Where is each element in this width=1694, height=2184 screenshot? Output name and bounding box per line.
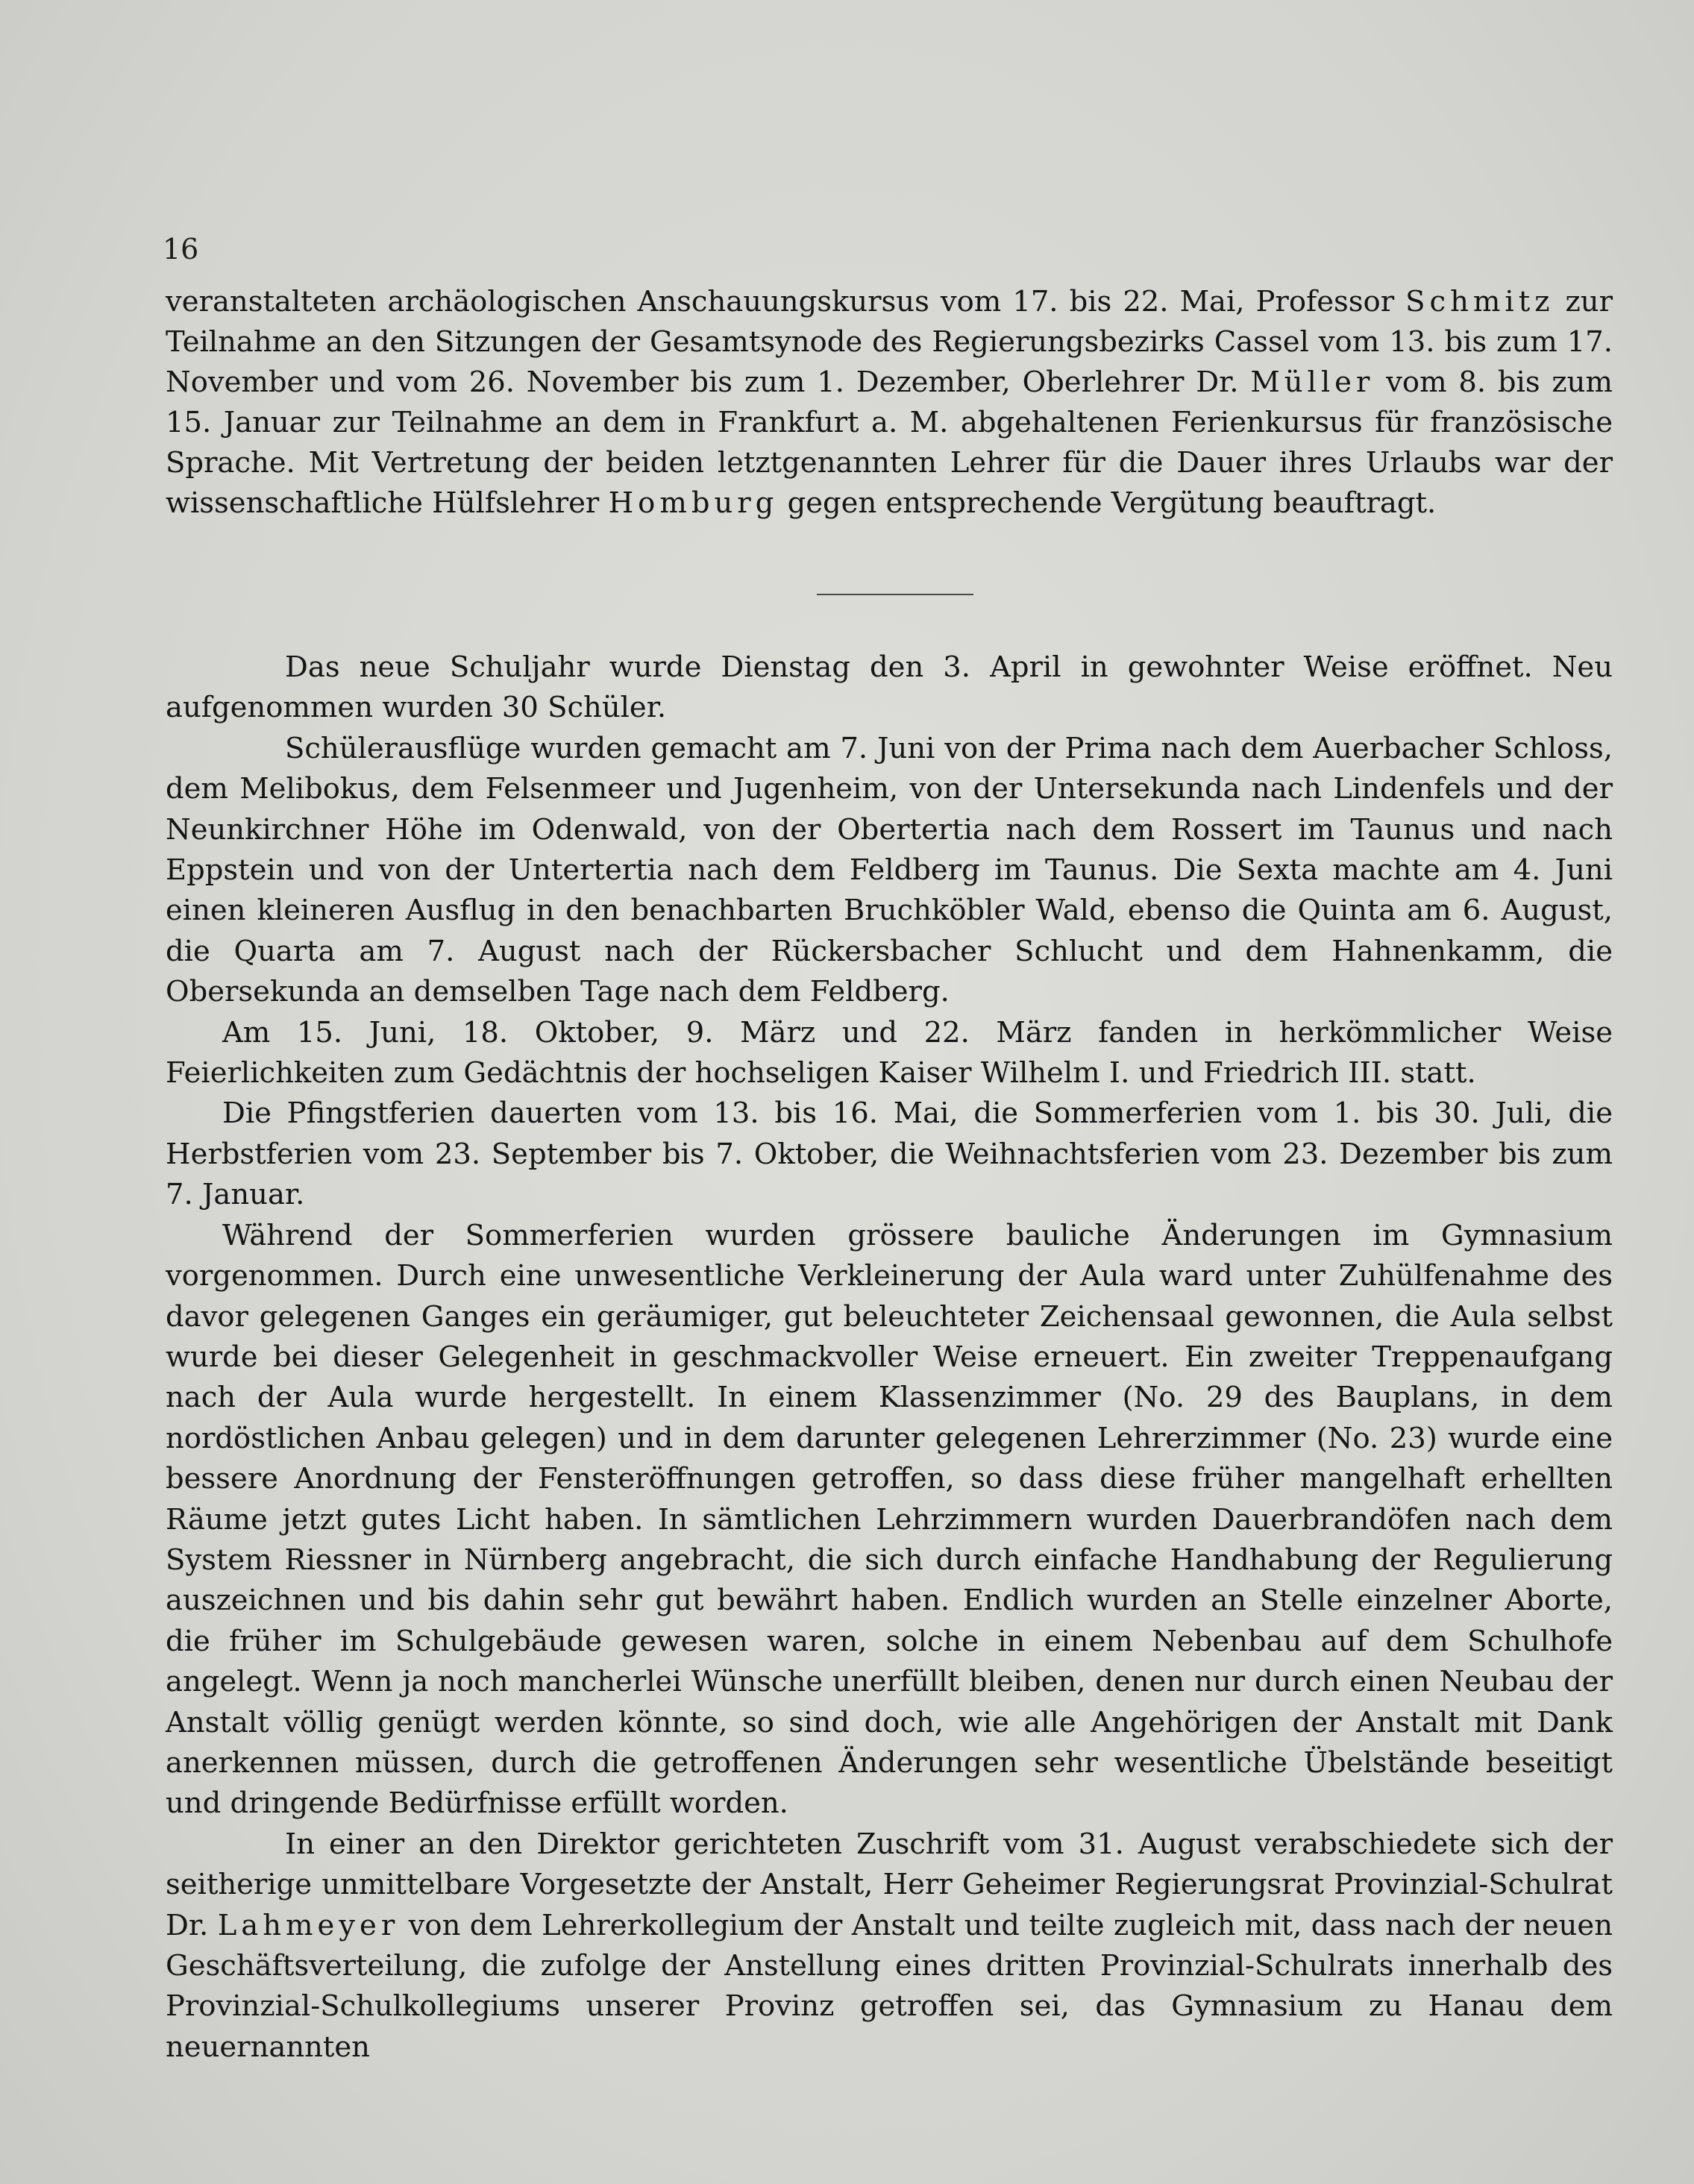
page-number: 16 <box>163 233 199 266</box>
person-name-schmitz: Schmitz <box>1405 285 1555 318</box>
section-divider <box>817 594 973 595</box>
text-block-main <box>166 647 1613 2068</box>
paragraph-letter <box>166 1824 1613 2068</box>
paragraph-text: von dem Lehrerkollegium der Anstalt und teilte zugleich mit, dass nach der neuen Geschäftsverteilung, die zufolge der Anstellung eines dritten Provinzial-Schulrats innerhalb des Provinzial-Schulkollegiums unserer Provinz getroffen sei, das Gymnasium zu Hanau dem neuernannten <box>166 1908 1613 2064</box>
paragraph-continued <box>166 282 1613 524</box>
person-name-lahmeyer: Lahmeyer <box>217 1908 400 1942</box>
paragraph-text: veranstalteten archäologischen Anschauungskursus vom 17. bis 22. Mai, Professor <box>166 285 1406 318</box>
person-name-mueller: Müller <box>1250 365 1375 399</box>
paragraph-text: In einer an den Direktor gerichteten Zuschrift vom 31. August verabschiedete sich der seitherige unmittelbare Vorgesetzte der Anstalt, Herr Geheimer Regierungsrat Provinzial-Schulrat Dr. <box>166 1827 1613 1942</box>
person-name-homburg: Homburg <box>608 486 779 520</box>
paragraph-school-year: Das neue Schuljahr wurde Dienstag den 3. April in gewohnter Weise eröffnet. Neu aufgenommen wurden 30 Schüler. <box>166 650 1613 725</box>
paragraph-text: vom 8. bis zum 15. Januar zur Teilnahme an dem in Frankfurt a. M. abgehaltenen Ferienkursus für französische Sprache. Mit Vertretung der beiden letztgenannten Lehrer für die Dauer ihres Urlaubs war der wissenschaftliche Hülfslehrer <box>166 365 1613 520</box>
paragraph-text: zur Teilnahme an den Sitzungen der Gesamtsynode des Regierungsbezirks Cassel vom 13. bis zum 17. November und vom 26. November bis zum 1. Dezember, Oberlehrer Dr. <box>166 285 1613 399</box>
paragraph-ceremonies: Am 15. Juni, 18. Oktober, 9. März und 22. März fanden in herkömmlicher Weise Feierlichkeiten zum Gedächtnis der hochseligen Kaiser Wilhelm I. und Friedrich III. statt. <box>166 1015 1613 1091</box>
paragraph-holidays: Die Pfingstferien dauerten vom 13. bis 16. Mai, die Sommerferien vom 1. bis 30. Juli, die Herbstferien vom 23. September bis 7. Oktober, die Weihnachtsferien vom 23. Dezember bis zum 7. Januar. <box>166 1096 1613 1212</box>
paragraph-building-changes: Während der Sommerferien wurden grössere bauliche Änderungen im Gymnasium vorgenommen. Durch eine unwesentliche Verkleinerung der Aula ward unter Zuhülfenahme des davor gelegenen Ganges ein geräumiger, gut beleuchteter Zeichensaal gewonnen, die Aula selbst wurde bei dieser Gelegenheit in geschmackvoller Weise erneuert. Ein zweiter Treppenaufgang nach der Aula wurde hergestellt. In einem Klassenzimmer (No. 29 des Bauplans, in dem nordöstlichen Anbau gelegen) und in dem darunter gelegenen Lehrerzimmer (No. 23) wurde eine bessere Anordnung der Fensteröffnungen getroffen, so dass diese früher mangelhaft erhellten Räume jetzt gutes Licht haben. In sämtlichen Lehrzimmern wurden Dauerbrandöfen nach dem System Riessner in Nürnberg angebracht, die sich durch einfache Handhabung der Regulierung auszeichnen und bis dahin sehr gut bewährt haben. Endlich wurden an Stelle einzelner Aborte, die früher im Schulgebäude gewesen waren, solche in einem Nebenbau auf dem Schulhofe angelegt. Wenn ja noch mancherlei Wünsche unerfüllt bleiben, denen nur durch einen Neubau der Anstalt völlig genügt werden könnte, so sind doch, wie alle Angehörigen der Anstalt mit Dank anerkennen müssen, durch die getroffenen Änderungen sehr wesentliche Übelstände beseitigt und dringende Bedürfnisse erfüllt worden. <box>166 1218 1613 1821</box>
paragraph-text: gegen entsprechende Vergütung beauftragt. <box>778 486 1437 520</box>
text-block-top <box>166 282 1613 524</box>
paragraph-excursions: Schülerausflüge wurden gemacht am 7. Juni von der Prima nach dem Auerbacher Schloss, dem Melibokus, dem Felsenmeer und Jugenheim, von der Untersekunda nach Lindenfels und der Neunkirchner Höhe im Odenwald, von der Obertertia nach dem Rossert im Taunus und nach Eppstein und von der Untertertia nach dem Feldberg im Taunus. Die Sexta machte am 4. Juni einen kleineren Ausflug in den benachbarten Bruchköbler Wald, ebenso die Quinta am 6. August, die Quarta am 7. August nach der Rückersbacher Schlucht und dem Hahnenkamm, die Obersekunda an demselben Tage nach dem Feldberg. <box>166 731 1613 1009</box>
